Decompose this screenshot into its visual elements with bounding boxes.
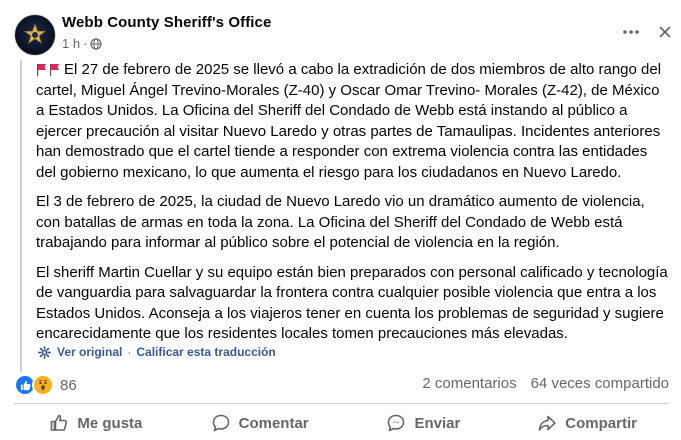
comment-button[interactable]	[178, 406, 342, 440]
globe-icon	[90, 38, 102, 50]
action-divider	[14, 403, 669, 404]
translation-row	[38, 345, 276, 359]
paragraph-1-text: El 27 de febrero de 2025 se llevó a cabo la extradición de dos miembros de alto rango del cartel, Miguel Ángel Trevino-Morales (Z-40) y Oscar Omar Trevino- Morales (Z-42), de México a Estados Unidos. La Oficina del Sheriff del Condado de Webb está instando al público a ejercer precaución al visitar Nuevo Laredo y otras partes de Tamaulipas. Incidentes anteriores han demostrado que el cartel tiende a responder con extrema violencia contra las entidades del gobierno mexicano, lo que aumenta el riesgo para los ciudadanos en Nuevo Laredo.	[36, 61, 662, 181]
like-icon	[49, 413, 69, 433]
translation-separator: ·	[127, 345, 132, 359]
more-icon[interactable]	[621, 22, 641, 42]
engagement-counts	[422, 375, 669, 392]
sheriff-star-icon	[23, 23, 47, 47]
post-paragraph-2: El 3 de febrero de 2025, la ciudad de Nuevo Laredo vio un dramático aumento de violencia, con batallas de armas en toda la zona. La Oficina del Sheriff del Condado de Webb está trabajando para informar al público sobre el potencial de violencia en la región.	[36, 193, 645, 251]
reaction-count: 86	[60, 376, 77, 394]
red-flags	[36, 63, 60, 76]
post-paragraph-1	[36, 60, 671, 183]
comment-icon	[211, 413, 231, 433]
post-time[interactable]: 1 h	[62, 36, 81, 51]
send-button[interactable]	[342, 406, 506, 440]
close-icon[interactable]	[655, 22, 675, 42]
like-label: Me gusta	[77, 414, 143, 432]
page-name[interactable]: Webb County Sheriff's Office	[62, 14, 272, 31]
post-meta	[62, 36, 102, 51]
post-body	[20, 60, 671, 372]
wow-reaction-icon	[32, 374, 54, 396]
meta-separator: ·	[83, 36, 88, 51]
gear-icon	[38, 346, 51, 359]
share-icon	[537, 413, 557, 433]
post-paragraph-3: El sheriff Martin Cuellar y su equipo están bien preparados con personal calificado y tecnología de vanguardia para salvaguardar la frontera contra cualquier posible violencia que entra a los Estados Unidos. Aconseja a los viajeros tener en cuenta los problemas de seguridad y sugiere encarecidamente que los residentes locales tomen precauciones más elevadas.	[36, 263, 668, 342]
see-original-link[interactable]: Ver original	[57, 345, 123, 359]
red-flag-icon	[36, 63, 47, 76]
post-header	[14, 12, 669, 56]
action-bar	[14, 406, 669, 440]
rate-translation-link[interactable]: Calificar esta traducción	[136, 345, 276, 359]
reactions-summary[interactable]	[14, 374, 77, 396]
share-button[interactable]	[505, 406, 669, 440]
comments-count-link[interactable]: 2 comentarios	[422, 375, 517, 392]
post-stats	[14, 374, 669, 396]
share-label: Compartir	[565, 414, 637, 432]
send-label: Enviar	[414, 414, 461, 432]
red-flag-icon	[49, 63, 60, 76]
like-button[interactable]	[14, 406, 178, 440]
shares-count-link[interactable]: 64 veces compartido	[530, 375, 669, 392]
send-icon	[386, 413, 406, 433]
comment-label: Comentar	[238, 414, 309, 432]
avatar[interactable]	[14, 14, 56, 56]
